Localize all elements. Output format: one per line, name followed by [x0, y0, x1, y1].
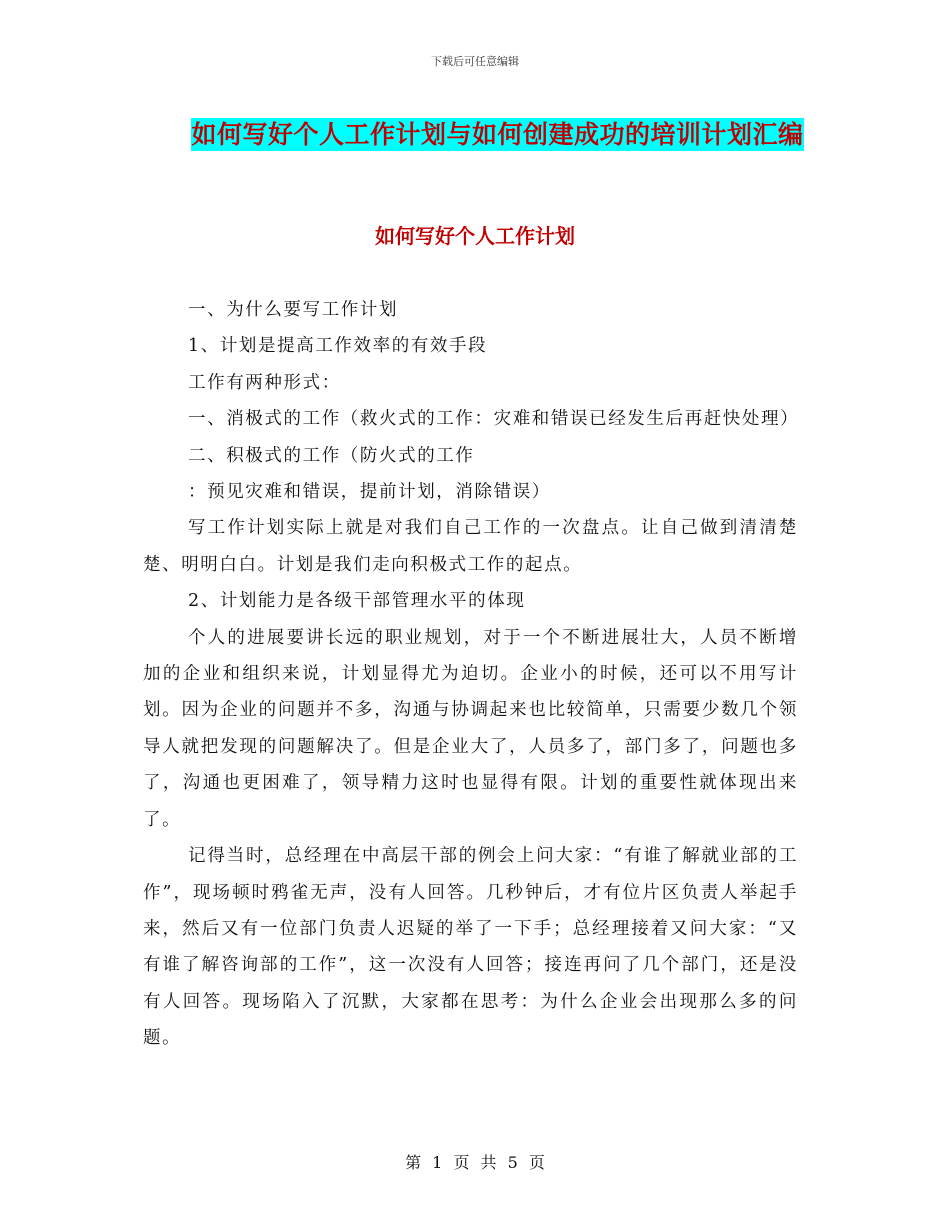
section-title: 如何写好个人工作计划 — [375, 224, 575, 248]
paragraph: 二、积极式的工作（防火式的工作 — [188, 445, 475, 466]
paragraph: 记得当时，总经理在中高层干部的例会上问大家：“有谁了解就业部的工作”，现场顿时鸦雀无声，没有人回答。几秒钟后，才有位片区负责人举起手来，然后又有一位部门负责人迟疑的举了一下手；总经理接着又问大家：“又有谁了解咨询部的工作”，这一次没有人回答；接连再问了几个部门，还是没有人回答。现场陷入了沉默，大家都在思考：为什么企业会出现那么多的问题。 — [143, 846, 798, 1049]
document-title — [185, 110, 810, 160]
paragraph: 1、计划是提高工作效率的有效手段 — [188, 336, 488, 357]
document-body — [143, 292, 798, 1057]
paragraph: 工作有两种形式： — [188, 372, 341, 393]
page-header: 下载后可任意编辑 — [431, 55, 519, 68]
paragraph: ：预见灾难和错误，提前计划，消除错误） — [188, 482, 551, 503]
document-title-text: 如何写好个人工作计划与如何创建成功的培训计划汇编 — [191, 120, 804, 149]
paragraph: 一、为什么要写工作计划 — [188, 300, 399, 320]
paragraph: 写工作计划实际上就是对我们自己工作的一次盘点。让自己做到清清楚楚、明明白白。计划是我们走向积极式工作的起点。 — [143, 518, 798, 575]
paragraph: 2、计划能力是各级干部管理水平的体现 — [188, 591, 526, 612]
paragraph: 个人的进展要讲长远的职业规划，对于一个不断进展壮大，人员不断增加的企业和组织来说，计划显得尤为迫切。企业小的时候，还可以不用写计划。因为企业的问题并不多，沟通与协调起来也比较简单，只需要少数几个领导人就把发现的问题解决了。但是企业大了，人员多了，部门多了，问题也多了，沟通也更困难了，领导精力这时也显得有限。计划的重要性就体现出来了。 — [143, 627, 798, 830]
page-number: 第 1 页 共 5 页 — [405, 1153, 545, 1172]
paragraph: 一、消极式的工作（救火式的工作：灾难和错误已经发生后再赶快处理） — [188, 409, 800, 430]
